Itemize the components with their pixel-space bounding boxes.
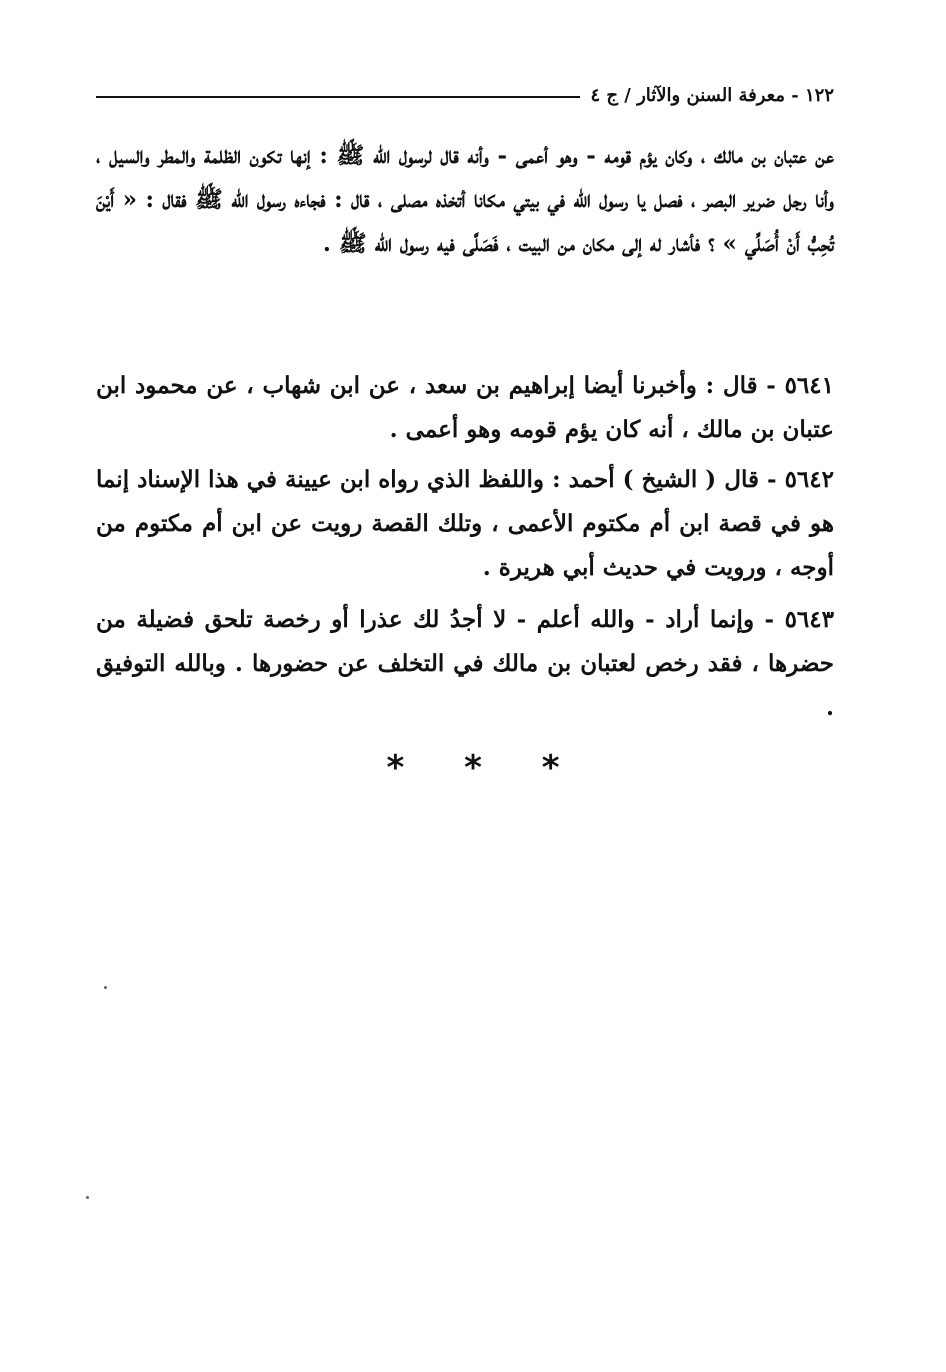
section-separator	[0, 748, 946, 788]
paragraph-4: ٥٦٤٣ - وإنما أراد - والله أعلم - لا أجدُ لك عذرا أو رخصة تلحق فضيلة من حضرها ، فقد رخص لعتبان بن مالك في التخلف عن حضورها . وبالله التوفيق .	[96, 606, 834, 721]
scan-speck	[86, 1196, 89, 1199]
paragraph-5643	[96, 598, 834, 730]
paragraph-hadith-text	[96, 134, 834, 266]
paragraph-3: ٥٦٤٢ - قال ( الشيخ ) أحمد : واللفظ الذي رواه ابن عيينة في هذا الإسناد إنما هو في قصة ابن أم مكتوم الأعمى ، وتلك القصة رويت عن ابن أم مكتوم من أوجه ، ورويت في حديث أبي هريرة .	[96, 466, 834, 581]
separator-star: *	[386, 748, 405, 788]
paragraph-5641	[96, 364, 834, 452]
scan-speck	[104, 986, 107, 989]
separator-star: *	[464, 748, 482, 788]
running-header	[96, 80, 834, 110]
header-rule	[96, 96, 580, 98]
paragraph-2: ٥٦٤١ - قال : وأخبرنا أيضا إبراهيم بن سعد ، عن ابن شهاب ، عن محمود ابن عتبان بن مالك ، أنه كان يؤم قومه وهو أعمى .	[96, 372, 834, 443]
separator-star: *	[541, 748, 560, 788]
header-title: ١٢٢ - معرفة السنن والآثار / ج ٤	[590, 84, 834, 106]
paragraph-1: عن عتبان بن مالك ، وكان يؤم قومه - وهو أعمى - وأنه قال لرسول الله ﷺ : إنها تكون الظلمة والمطر والسيل ، وأنا رجل ضرير البصر ، فصل يا رسول الله في بيتي مكانا أتخذه مصلى ، قال : فجاءه رسول الله ﷺ فقال : « أَيْنَ تُحِبُّ أَنْ أُصَلِّي » ؟ فأشار له إلى مكان من البيت ، فَصَلَّى فيه رسول الله ﷺ .	[96, 142, 834, 257]
paragraph-5642	[96, 458, 834, 590]
